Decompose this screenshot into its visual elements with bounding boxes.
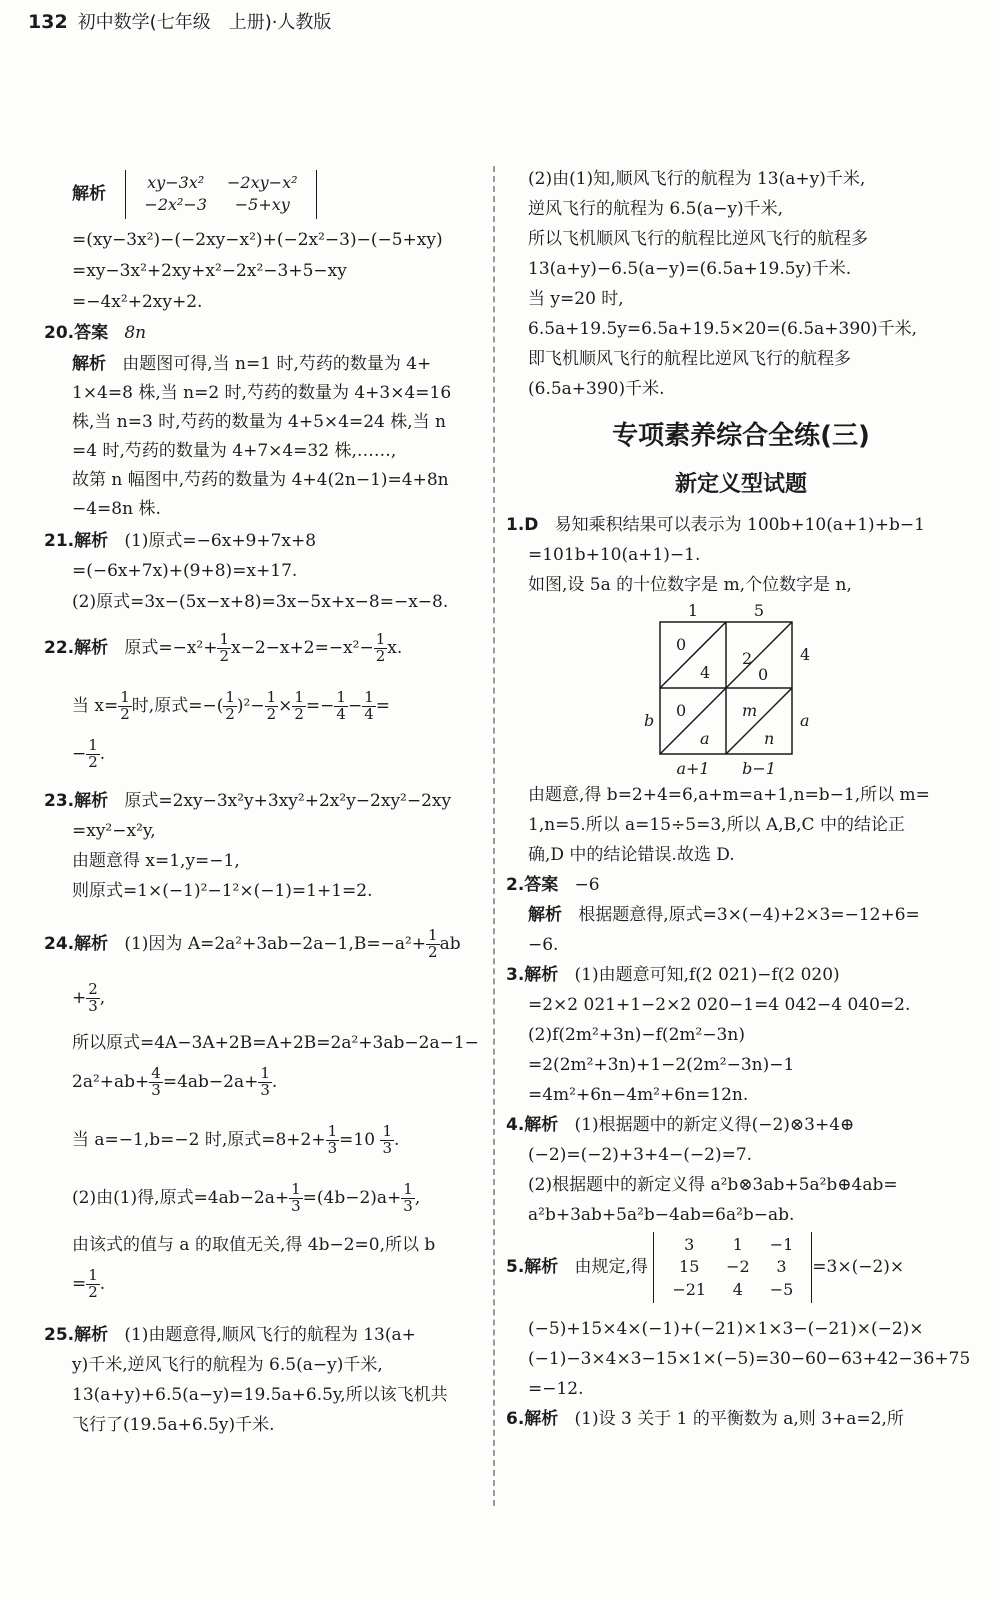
q21-line: (2)原式=3x−(5x−x+8)=3x−5x+x−8=−x−8. bbox=[72, 592, 449, 612]
grid-diagonal bbox=[660, 622, 726, 688]
q3-line: =2(2m²+3n)+1−2(2m²−3n)−1 bbox=[528, 1055, 795, 1075]
q21-line: =(−6x+7x)+(9+8)=x+17. bbox=[72, 561, 298, 581]
q3-line: =2×2 021+1−2×2 020−1=4 042−4 040=2. bbox=[528, 995, 911, 1015]
q3-analysis: 3.解析 (1)由题意可知,f(2 021)−f(2 020) bbox=[506, 965, 840, 985]
grid-bottom-label: a+1 bbox=[676, 759, 710, 778]
grid-cell-digit: 0 bbox=[676, 635, 687, 654]
q4-analysis: 4.解析 (1)根据题中的新定义得(−2)⊗3+4⊕ bbox=[506, 1115, 855, 1135]
q24-line: 所以原式=4A−3A+2B=A+2B=2a²+3ab−2a−1− bbox=[72, 1033, 479, 1053]
grid-right-digit: a bbox=[800, 711, 810, 730]
q20-line: =4 时,芍药的数量为 4+7×4=32 株,……, bbox=[72, 441, 397, 461]
q21-analysis: 21.解析 (1)原式=−6x+9+7x+8 bbox=[44, 531, 317, 551]
q2-answer: 2.答案 −6 bbox=[506, 875, 600, 895]
q3-line: =4m²+6n−4m²+6n=12n. bbox=[528, 1085, 749, 1105]
q19-analysis: 解析 xy−3x² −2xy−x² −2x²−3 −5+xy bbox=[72, 170, 317, 219]
q20-answer: 20.答案 8n bbox=[44, 323, 147, 343]
q25-line: 13(a+y)+6.5(a−y)=19.5a+6.5y,所以该飞机共 bbox=[72, 1385, 448, 1405]
q4-line: (2)根据题中的新定义得 a²b⊗3ab+5a²b⊕4ab= bbox=[528, 1175, 898, 1195]
q24-analysis: 24.解析 (1)因为 A=2a²+3ab−2a−1,B=−a²+ $\frac{1}{2}$ ab bbox=[44, 926, 461, 961]
column-divider bbox=[493, 166, 495, 1506]
grid-top-digit: 1 bbox=[687, 602, 699, 620]
q1-line: 1,n=5.所以 a=15÷5=3,所以 A,B,C 中的结论正 bbox=[528, 815, 905, 835]
q22-line: 当 x= $\frac{1}{2}$ 时,原式=−( $\frac{1}{2}$ )²− $\frac{1}{2}$ × $\frac{1}{2}$ =− $\frac{1}{4}$ − $\frac{1}{4}$ = bbox=[72, 688, 391, 723]
q6-analysis: 6.解析 (1)设 3 关于 1 的平衡数为 a,则 3+a=2,所 bbox=[506, 1409, 904, 1429]
q25-line: 飞行了(19.5a+6.5y)千米. bbox=[72, 1415, 275, 1435]
page-header bbox=[28, 12, 331, 34]
grid-diagonal bbox=[726, 688, 792, 754]
q25b-line: 6.5a+19.5y=6.5a+19.5×20=(6.5a+390)千米, bbox=[528, 319, 918, 339]
q25b-line: 即飞机顺风飞行的航程比逆风飞行的航程多 bbox=[528, 349, 851, 369]
grid-cell-digit: a bbox=[700, 729, 710, 748]
q25b-line: (2)由(1)知,顺风飞行的航程为 13(a+y)千米, bbox=[528, 169, 866, 189]
q24-line: + $\frac{2}{3}$ , bbox=[72, 980, 106, 1015]
q22-line: − $\frac{1}{2}$ . bbox=[72, 736, 106, 771]
grid-diagonal bbox=[660, 688, 726, 754]
q24-line: (2)由(1)得,原式=4ab−2a+ $\frac{1}{3}$ =(4b−2)a+ $\frac{1}{3}$ , bbox=[72, 1180, 421, 1215]
q4-line: (−2)=(−2)+3+4−(−2)=7. bbox=[528, 1145, 753, 1165]
grid-cell-digit: m bbox=[742, 701, 758, 720]
subsection-title: 新定义型试题 bbox=[674, 472, 807, 497]
q24-line: 由该式的值与 a 的取值无关,得 4b−2=0,所以 b bbox=[72, 1235, 436, 1255]
q5-line: (−5)+15×4×(−1)+(−21)×1×3−(−21)×(−2)× bbox=[528, 1319, 924, 1339]
section-title: 专项素养综合全练(三) bbox=[612, 421, 870, 451]
q25b-line: 逆风飞行的航程为 6.5(a−y)千米, bbox=[528, 199, 784, 219]
q5-determinant: 3 1 −1 15 −2 3 −21 4 −5 bbox=[653, 1232, 812, 1303]
q1-answer: 1.D 易知乘积结果可以表示为 100b+10(a+1)+b−1 bbox=[506, 515, 925, 535]
grid-right-digit: 4 bbox=[800, 645, 811, 664]
q2-line: −6. bbox=[528, 935, 559, 955]
q24-line: = $\frac{1}{2}$ . bbox=[72, 1266, 106, 1301]
lattice-multiplication-diagram bbox=[636, 602, 836, 782]
q25b-line: (6.5a+390)千米. bbox=[528, 379, 665, 399]
q23-analysis: 23.解析 原式=2xy−3x²y+3xy²+2x²y−2xy²−2xy bbox=[44, 791, 452, 811]
q5-analysis: 5.解析 由规定,得 3 1 −1 15 −2 3 −21 4 −5 =3×(−2)× bbox=[506, 1232, 904, 1303]
q1-line: 如图,设 5a 的十位数字是 m,个位数字是 n, bbox=[528, 575, 852, 595]
q24-line: 2a²+ab+ $\frac{4}{3}$ =4ab−2a+ $\frac{1}{3}$ . bbox=[72, 1064, 278, 1099]
q1-line: =101b+10(a+1)−1. bbox=[528, 545, 701, 565]
q4-line: a²b+3ab+5a²b−4ab=6a²b−ab. bbox=[528, 1205, 795, 1225]
q23-line: 由题意得 x=1,y=−1, bbox=[72, 851, 240, 871]
q5-line: =−12. bbox=[528, 1379, 584, 1399]
grid-cell-digit: 0 bbox=[758, 665, 769, 684]
q1-line: 由题意,得 b=2+4=6,a+m=a+1,n=b−1,所以 m= bbox=[528, 785, 930, 805]
q23-line: =xy²−x²y, bbox=[72, 821, 156, 841]
grid-cell-digit: 0 bbox=[676, 701, 687, 720]
grid-left-digit: b bbox=[644, 711, 655, 730]
q19-determinant: xy−3x² −2xy−x² −2x²−3 −5+xy bbox=[125, 170, 316, 219]
q25b-line: 13(a+y)−6.5(a−y)=(6.5a+19.5y)千米. bbox=[528, 259, 852, 279]
grid-bottom-label: b−1 bbox=[742, 759, 776, 778]
q20-line: 株,当 n=3 时,芍药的数量为 4+5×4=24 株,当 n bbox=[72, 412, 446, 432]
q20-analysis: 解析 由题图可得,当 n=1 时,芍药的数量为 4+ bbox=[72, 354, 432, 374]
page-number: 132 bbox=[28, 11, 68, 33]
q22-analysis: 22.解析 原式=−x²+ $\frac{1}{2}$ x−2−x+2=−x²− $\frac{1}{2}$ x. bbox=[44, 630, 403, 665]
q20-line: −4=8n 株. bbox=[72, 499, 161, 519]
q20-line: 1×4=8 株,当 n=2 时,芍药的数量为 4+3×4=16 bbox=[72, 383, 452, 403]
q24-line: 当 a=−1,b=−2 时,原式=8+2+ $\frac{1}{3}$ =10 $\frac{1}{3}$ . bbox=[72, 1122, 400, 1157]
grid-cell-digit: 2 bbox=[742, 649, 753, 668]
q19-line: =(xy−3x²)−(−2xy−x²)+(−2x²−3)−(−5+xy) bbox=[72, 230, 443, 250]
q19-line: =−4x²+2xy+2. bbox=[72, 292, 203, 312]
q25-analysis: 25.解析 (1)由题意得,顺风飞行的航程为 13(a+ bbox=[44, 1325, 416, 1345]
grid-cell-digit: n bbox=[764, 729, 775, 748]
q3-line: (2)f(2m²+3n)−f(2m²−3n) bbox=[528, 1025, 745, 1045]
q5-line: (−1)−3×4×3−15×1×(−5)=30−60−63+42−36+75 bbox=[528, 1349, 971, 1369]
q25b-line: 所以飞机顺风飞行的航程比逆风飞行的航程多 bbox=[528, 229, 868, 249]
q23-line: 则原式=1×(−1)²−1²×(−1)=1+1=2. bbox=[72, 881, 373, 901]
book-title: 初中数学(七年级 上册)·人教版 bbox=[77, 12, 332, 33]
q20-line: 故第 n 幅图中,芍药的数量为 4+4(2n−1)=4+8n bbox=[72, 470, 449, 490]
q1-line: 确,D 中的结论错误.故选 D. bbox=[528, 845, 735, 865]
q2-analysis: 解析 根据题意得,原式=3×(−4)+2×3=−12+6= bbox=[528, 905, 920, 925]
q19-line: =xy−3x²+2xy+x²−2x²−3+5−xy bbox=[72, 261, 347, 281]
grid-cell-digit: 4 bbox=[700, 663, 711, 682]
q25b-line: 当 y=20 时, bbox=[528, 289, 624, 309]
grid-top-digit: 5 bbox=[753, 602, 765, 620]
q25-line: y)千米,逆风飞行的航程为 6.5(a−y)千米, bbox=[72, 1355, 383, 1375]
